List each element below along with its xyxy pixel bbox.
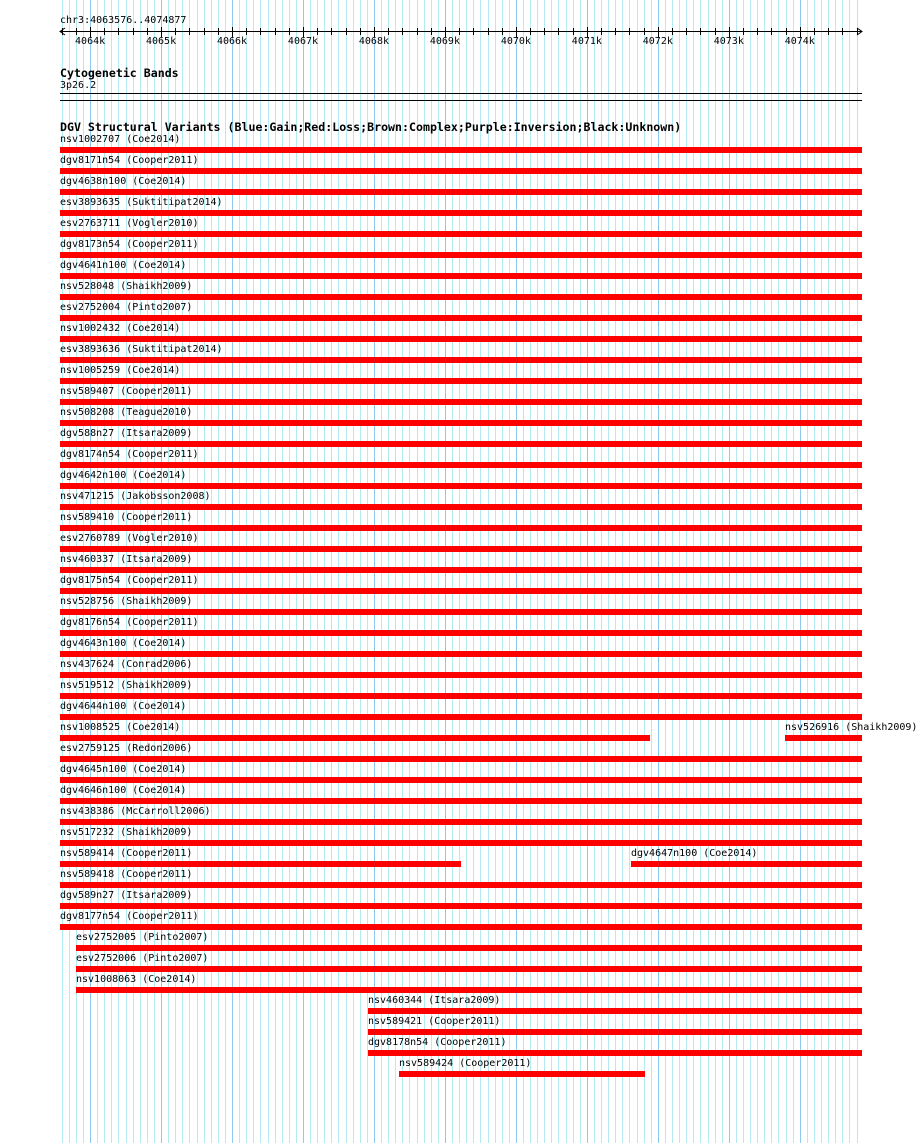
variant-bar-loss[interactable] [60,273,862,279]
ruler[interactable] [0,24,890,54]
variant-label[interactable]: nsv519512 (Shaikh2009) [60,680,193,691]
variant-label[interactable]: nsv589421 (Cooper2011) [368,1016,501,1027]
variant-label[interactable]: nsv1008525 (Coe2014) [60,722,181,733]
variant-label[interactable]: dgv8171n54 (Cooper2011) [60,155,199,166]
variant-label[interactable]: dgv4647n100 (Coe2014) [631,848,758,859]
location-label: chr3:4063576..4074877 [60,15,187,26]
variant-label[interactable]: nsv526916 (Shaikh2009) [785,722,917,733]
variant-bar-loss[interactable] [60,315,862,321]
ruler-tick-label: 4068k [358,36,390,47]
variant-bar-loss[interactable] [60,336,862,342]
variant-label[interactable]: nsv460344 (Itsara2009) [368,995,501,1006]
variant-label[interactable]: nsv438386 (McCarroll2006) [60,806,211,817]
variant-label[interactable]: nsv508208 (Teague2010) [60,407,193,418]
variant-bar-loss[interactable] [60,630,862,636]
variant-label[interactable]: dgv8175n54 (Cooper2011) [60,575,199,586]
variant-bar-loss[interactable] [60,777,862,783]
variant-bar-loss[interactable] [368,1050,862,1056]
ruler-tick-label: 4066k [216,36,248,47]
variant-bar-loss[interactable] [60,378,862,384]
variant-label[interactable]: dgv8177n54 (Cooper2011) [60,911,199,922]
variant-bar-loss[interactable] [60,147,862,153]
variant-label[interactable]: nsv1008063 (Coe2014) [76,974,197,985]
cytoband-line-bottom [60,100,862,101]
variant-label[interactable]: esv2760789 (Vogler2010) [60,533,199,544]
ruler-tick-label: 4069k [429,36,460,47]
variant-label[interactable]: nsv437624 (Conrad2006) [60,659,193,670]
variant-bar-loss[interactable] [60,861,461,867]
variant-bar-loss[interactable] [60,231,862,237]
variant-label[interactable]: nsv460337 (Itsara2009) [60,554,193,565]
variant-bar-loss[interactable] [60,588,862,594]
variant-bar-loss[interactable] [60,168,862,174]
variant-bar-loss[interactable] [60,819,862,825]
variant-bar-loss[interactable] [60,840,862,846]
variant-label[interactable]: nsv1005259 (Coe2014) [60,365,181,376]
variant-label[interactable]: dgv4644n100 (Coe2014) [60,701,187,712]
variant-bar-loss[interactable] [399,1071,645,1077]
variant-label[interactable]: esv3893635 (Suktitipat2014) [60,197,223,208]
variant-bar-loss[interactable] [60,399,862,405]
variant-label[interactable]: esv2759125 (Redon2006) [60,743,193,754]
variant-bar-loss[interactable] [60,735,650,741]
variant-bar-loss[interactable] [60,924,862,930]
variant-label[interactable]: nsv528756 (Shaikh2009) [60,596,193,607]
variant-bar-loss[interactable] [368,1029,862,1035]
variant-bar-loss[interactable] [60,420,862,426]
variant-bar-loss[interactable] [60,189,862,195]
variant-bar-loss[interactable] [60,693,862,699]
variant-bar-loss[interactable] [60,903,862,909]
variant-bar-loss[interactable] [60,756,862,762]
variant-label[interactable]: dgv588n27 (Itsara2009) [60,428,193,439]
cytoband-label[interactable]: 3p26.2 [60,80,97,91]
variant-bar-loss[interactable] [785,735,862,741]
variant-label[interactable]: nsv589418 (Cooper2011) [60,869,193,880]
ruler-tick-label: 4073k [713,36,744,47]
variant-bar-loss[interactable] [60,798,862,804]
variant-bar-loss[interactable] [76,966,862,972]
cytoband-line-top [60,93,862,94]
variant-label[interactable]: dgv8176n54 (Cooper2011) [60,617,199,628]
ruler-tick-label: 4065k [146,36,177,47]
ruler-tick-label: 4071k [571,36,602,47]
variant-bar-loss[interactable] [60,651,862,657]
variant-bar-loss[interactable] [60,609,862,615]
variant-bar-loss[interactable] [76,945,862,951]
variant-label[interactable]: nsv589424 (Cooper2011) [399,1058,532,1069]
ruler-tick-label: 4072k [642,36,673,47]
variant-label[interactable]: dgv4638n100 (Coe2014) [60,176,187,187]
variant-label[interactable]: dgv4643n100 (Coe2014) [60,638,187,649]
variant-label[interactable]: dgv8178n54 (Cooper2011) [368,1037,507,1048]
ruler-tick-label: 4067k [287,36,319,47]
variant-bar-loss[interactable] [631,861,862,867]
variant-label[interactable]: esv2763711 (Vogler2010) [60,218,199,229]
variant-bar-loss[interactable] [60,483,862,489]
variant-bar-loss[interactable] [60,252,862,258]
cytoband-track-title: Cytogenetic Bands [60,66,179,80]
variant-label[interactable]: nsv589410 (Cooper2011) [60,512,193,523]
variant-label[interactable]: dgv4645n100 (Coe2014) [60,764,187,775]
variant-bar-loss[interactable] [368,1008,862,1014]
variant-label[interactable]: dgv8173n54 (Cooper2011) [60,239,199,250]
variant-bar-loss[interactable] [60,882,862,888]
variant-label[interactable]: dgv589n27 (Itsara2009) [60,890,193,901]
variant-bar-loss[interactable] [60,525,862,531]
variant-label[interactable]: esv2752006 (Pinto2007) [76,953,209,964]
variant-bar-loss[interactable] [60,672,862,678]
variant-label[interactable]: dgv4641n100 (Coe2014) [60,260,187,271]
variant-bar-loss[interactable] [60,546,862,552]
variant-label[interactable]: nsv589407 (Cooper2011) [60,386,193,397]
variant-label[interactable]: nsv1002707 (Coe2014) [60,134,181,145]
variant-label[interactable]: dgv4646n100 (Coe2014) [60,785,187,796]
variant-bar-loss[interactable] [76,987,862,993]
variant-label[interactable]: nsv517232 (Shaikh2009) [60,827,193,838]
variant-bar-loss[interactable] [60,462,862,468]
variant-bar-loss[interactable] [60,294,862,300]
variant-label[interactable]: nsv528048 (Shaikh2009) [60,281,193,292]
variant-label[interactable]: nsv471215 (Jakobsson2008) [60,491,211,502]
variant-bar-loss[interactable] [60,504,862,510]
variant-bar-loss[interactable] [60,357,862,363]
variant-bar-loss[interactable] [60,210,862,216]
variant-label[interactable]: nsv1002432 (Coe2014) [60,323,181,334]
ruler-tick-label: 4064k [75,36,106,47]
ruler-tick-label: 4070k [500,36,531,47]
variant-bar-loss[interactable] [60,714,862,720]
variant-label[interactable]: nsv589414 (Cooper2011) [60,848,193,859]
variant-label[interactable]: esv2752005 (Pinto2007) [76,932,209,943]
variant-bar-loss[interactable] [60,567,862,573]
variant-bar-loss[interactable] [60,441,862,447]
ruler-tick-label: 4074k [784,36,815,47]
variant-label[interactable]: esv3893636 (Suktitipat2014) [60,344,223,355]
dgv-track-title: DGV Structural Variants (Blue:Gain;Red:Loss;Brown:Complex;Purple:Inversion;Black:Unknown) [60,120,682,134]
variant-label[interactable]: dgv4642n100 (Coe2014) [60,470,187,481]
variant-label[interactable]: dgv8174n54 (Cooper2011) [60,449,199,460]
variant-label[interactable]: esv2752004 (Pinto2007) [60,302,193,313]
